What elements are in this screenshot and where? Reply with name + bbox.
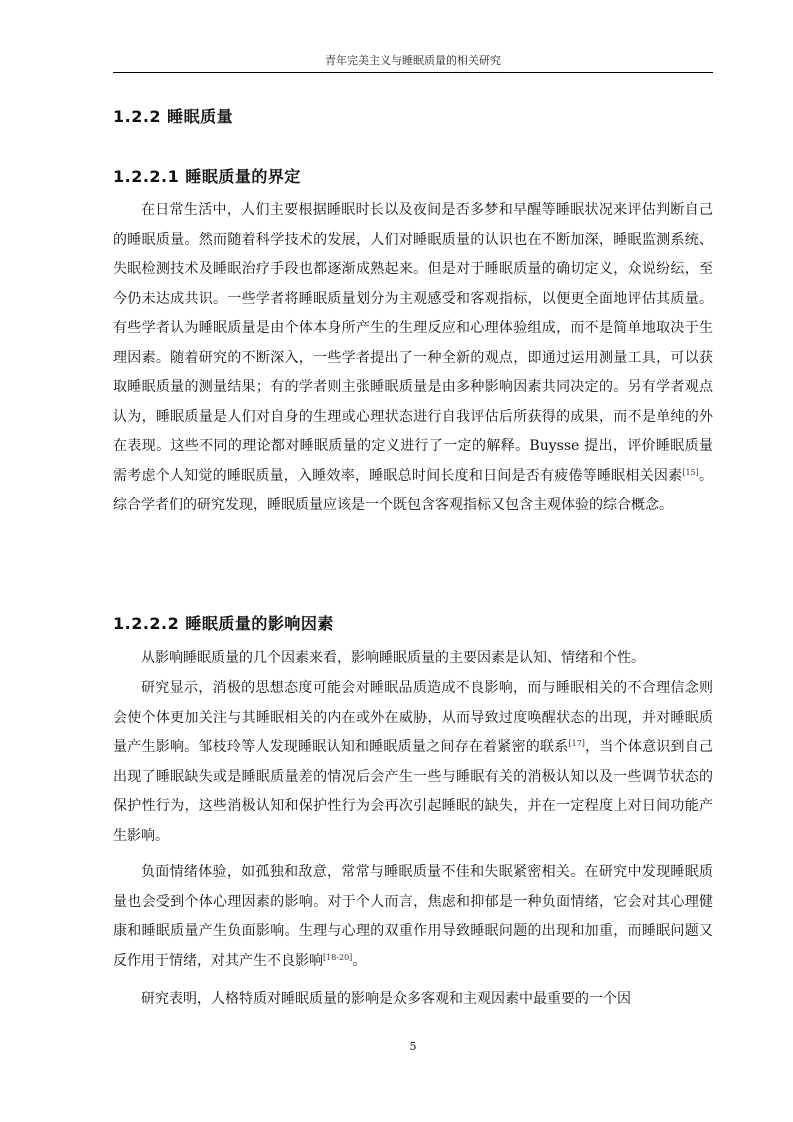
paragraph-emotion <box>113 858 713 976</box>
section-title: 睡眠质量的影响因素 <box>185 614 334 633</box>
paragraph-definition <box>113 196 713 521</box>
citation-ref: [15] <box>682 467 699 477</box>
paragraph-text: 负面情绪体验，如孤独和敌意，常常与睡眠质量不佳和失眠紧密相关。在研究中发现睡眠质量也会受到个体心理因素的影响。对于个人而言，焦虑和抑郁是一种负面情绪，它会对其心理健康和睡眠质量产生负面影响。生理与心理的双重作用导致睡眠问题的出现和加重，而睡眠问题又反作用于情绪，对其产生不良影响 <box>113 864 713 969</box>
running-header: 青年完美主义与睡眠质量的相关研究 <box>325 54 501 67</box>
paragraph-text: 在日常生活中，人们主要根据睡眠时长以及夜间是否多梦和早醒等睡眠状况来评估判断自己的睡眠质量。然而随着科学技术的发展，人们对睡眠质量的认识也在不断加深，睡眠监测系统、失眠检测技术及睡眠治疗手段也都逐渐成熟起来。但是对于睡眠质量的确切定义，众说纷纭，至今仍未达成共识。一些学者将睡眠质量划分为主观感受和客观指标，以便更全面地评估其质量。有些学者认为睡眠质量是由个体本身所产生的生理反应和心理体验组成，而不是简单地取决于生理因素。随着研究的不断深入，一些学者提出了一种全新的观点，即通过运用测量工具，可以获取睡眠质量的测量结果；有的学者则主张睡眠质量是由多种影响因素共同决定的。另有学者观点认为，睡眠质量是人们对自身的生理或心理状态进行自我评估后所获得的成果，而不是单纯的外在表现。这些不同的理论都对睡眠质量的定义进行了一定的解释。Buysse 提出，评价睡眠质量需考虑个人知觉的睡眠质量，入睡效率，睡眠总时间长度和日间是否有疲倦等睡眠相关因素 <box>113 202 713 484</box>
section-title: 睡眠质量的界定 <box>185 167 301 186</box>
citation-ref: [17] <box>568 739 585 748</box>
header-rule <box>113 72 713 73</box>
section-number: 1.2.2 <box>113 107 162 126</box>
paragraph-factors-intro <box>113 644 713 674</box>
citation-ref: [18-20] <box>323 952 353 962</box>
paragraph-text: 。 <box>352 952 367 969</box>
paragraph-cognition <box>113 674 713 851</box>
section-title: 睡眠质量 <box>167 107 234 126</box>
paragraph-text: 研究显示，消极的思想态度可能会对睡眠品质造成不良影响，而与睡眠相关的不合理信念则会使个体更加关注与其睡眠相关的内在或外在威胁，从而导致过度唤醒状态的出现，并对睡眠质量产生影响。邹枝玲等人发现睡眠认知和睡眠质量之间存在着紧密的联系 <box>113 680 713 755</box>
paragraph-text: ，当个体意识到自己出现了睡眠缺失或是睡眠质量差的情况后会产生一些与睡眠有关的消极认知以及一些调节状态的保护性行为，这些消极认知和保护性行为会再次引起睡眠的缺失，并在一定程度上对日间功能产生影响。 <box>113 739 714 844</box>
section-heading-1-2-2 <box>113 104 233 127</box>
section-number: 1.2.2.2 <box>113 614 180 633</box>
paragraph-text: 从影响睡眠质量的几个因素来看，影响睡眠质量的主要因素是认知、情绪和个性。 <box>141 650 645 666</box>
paragraph-text: 研究表明，人格特质对睡眠质量的影响是众多客观和主观因素中最重要的一个因 <box>141 991 631 1007</box>
section-heading-1-2-2-1 <box>113 164 301 187</box>
paragraph-text: 。综合学者们的研究发现，睡眠质量应该是一个既包含客观指标又包含主观体验的综合概念。 <box>113 467 713 513</box>
section-number: 1.2.2.1 <box>113 167 180 186</box>
section-heading-1-2-2-2 <box>113 611 334 634</box>
page-number: 5 <box>409 1040 417 1053</box>
paragraph-personality <box>113 985 713 1015</box>
